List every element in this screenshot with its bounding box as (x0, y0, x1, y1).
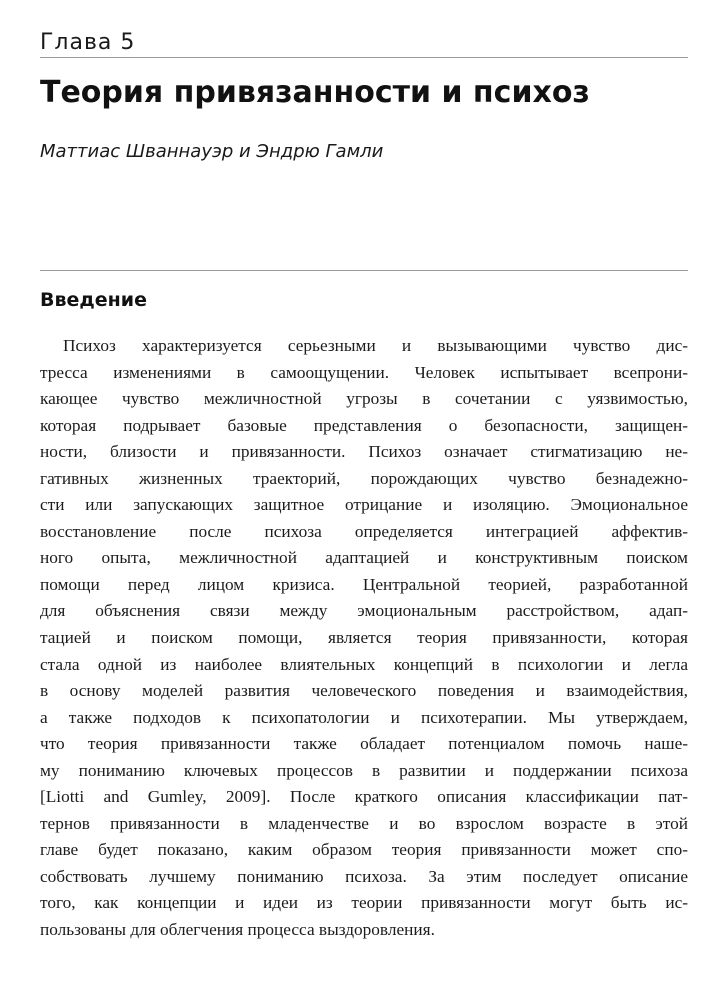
body-line: помощи перед лицом кризиса. Центральной теорией, разработанной (40, 574, 688, 594)
body-line: в основу моделей развития человеческого поведения и взаимодействия, (40, 681, 688, 701)
body-line: для объяснения связи между эмоциональным расстройством, адап- (40, 601, 688, 621)
body-line: главе будет показано, каким образом теория привязанности может спо- (40, 840, 688, 860)
body-line: кающее чувство межличностной угрозы в сочетании с уязвимостью, (40, 389, 688, 409)
body-line: [Liotti and Gumley, 2009]. После краткого описания классификации пат- (40, 787, 688, 807)
chapter-authors: Маттиас Шваннауэр и Эндрю Гамли (40, 141, 384, 162)
body-line: того, как концепции и идеи из теории привязанности могут быть ис- (40, 893, 688, 913)
chapter-title: Теория привязанности и психоз (40, 75, 590, 110)
body-line: тацией и поиском помощи, является теория привязанности, которая (40, 628, 688, 648)
chapter-label: Глава 5 (40, 30, 136, 55)
body-line: сти или запускающих защитное отрицание и изоляцию. Эмоциональное (40, 495, 688, 515)
body-line: собствовать лучшему пониманию психоза. За этим последует описание (40, 866, 688, 886)
body-line: му пониманию ключевых процессов в развитии и поддержании психоза (40, 760, 688, 780)
body-line: гативных жизненных траекторий, порождающих чувство безнадежно- (40, 468, 688, 488)
body-line: которая подрывает базовые представления о безопасности, защищен- (40, 415, 688, 435)
header-divider (40, 57, 688, 58)
body-line: стала одной из наиболее влиятельных концепций в психологии и легла (40, 654, 688, 674)
body-line: тернов привязанности в младенчестве и во взрослом возрасте в этой (40, 813, 688, 833)
section-heading: Введение (40, 289, 147, 311)
body-line: Психоз характеризуется серьезными и вызывающими чувство дис- (63, 336, 688, 355)
body-line: а также подходов к психопатологии и психотерапии. Мы утверждаем, (40, 707, 688, 727)
body-line: пользованы для облегчения процесса выздоровления. (40, 920, 435, 940)
body-line: восстановление после психоза определяется интеграцией аффектив- (40, 521, 688, 541)
body-paragraph (40, 333, 688, 944)
body-line: ного опыта, межличностной адаптацией и конструктивным поиском (40, 548, 688, 568)
body-line: что теория привязанности также обладает потенциалом помочь наше- (40, 734, 688, 754)
section-divider (40, 270, 688, 271)
body-line: ности, близости и привязанности. Психоз означает стигматизацию не- (40, 442, 688, 462)
body-line: тресса изменениями в самоощущении. Человек испытывает всепрони- (40, 362, 688, 382)
